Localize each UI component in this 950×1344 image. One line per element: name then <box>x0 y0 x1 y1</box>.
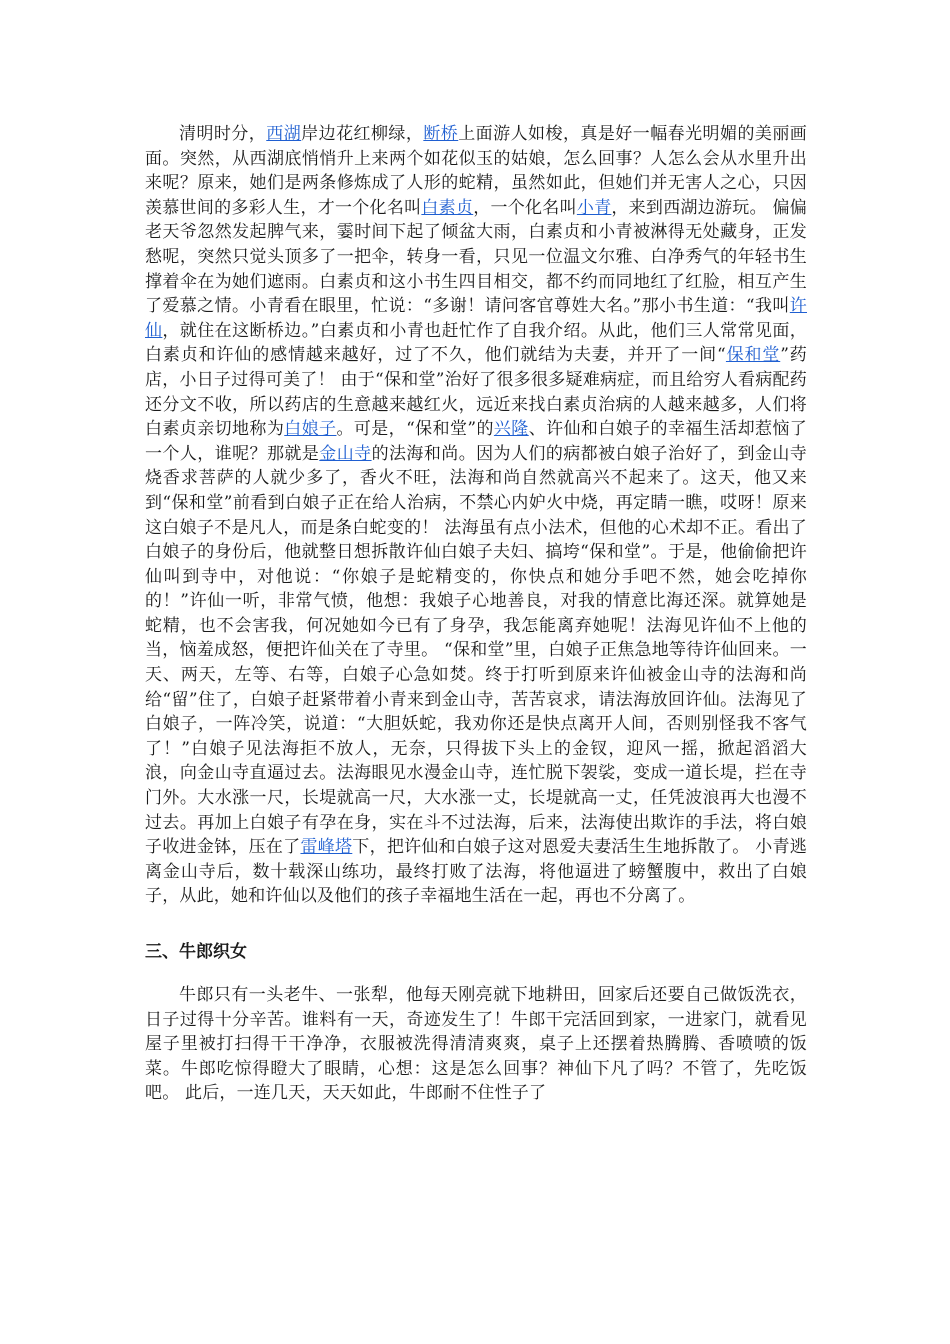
link-xiaoqing[interactable]: 小青 <box>576 197 612 218</box>
paragraph-text: ，一个化名叫 <box>473 197 577 218</box>
paragraph-text: 岸边花红柳绿， <box>301 124 424 144</box>
link-bainiangzi[interactable]: 白娘子 <box>284 419 337 440</box>
paragraph-text: 。可是，“保和堂”的 <box>336 419 494 440</box>
link-xihu[interactable]: 西湖 <box>266 124 302 144</box>
link-jinshansi[interactable]: 金山寺 <box>319 443 372 464</box>
link-xinglong[interactable]: 兴隆 <box>493 419 529 440</box>
paragraph-text: 清明时分， <box>179 124 267 144</box>
paragraph-text: ”药店，小日子过得可美了！ 由于“保和堂”治好了很多很多疑难病症，而且给穷人看病配药还分文不收，所以药店的生意越来越红火，远近来找白素贞治病的人越来越多，人们将白素贞亲切地称为 <box>145 345 808 440</box>
paragraph-text: 上面游人如梭，真是好一幅春光明媚的美丽画面。突然，从西湖底悄悄升上来两个如花似玉的姑娘，怎么回事？人怎么会从水里升出来呢？原来，她们是两条修炼成了人形的蛇精，虽然如此，但她们并无害人之心，只因羡慕世间的多彩人生，才一个化名叫 <box>145 124 808 218</box>
paragraph-text: 下，把许仙和白娘子这对恩爱夫妻活生生地拆散了。 小青逃离金山寺后，数十载深山练功，最终打败了法海，将他逼进了螃蟹腹中，救出了白娘子，从此，她和许仙以及他们的孩子幸福地生活在一起，再也不分离了。 <box>145 837 807 907</box>
link-baisuzhen[interactable]: 白素贞 <box>421 197 474 218</box>
section-heading: 三、牛郎织女 <box>145 942 247 962</box>
paragraph-text: ，就住在这断桥边。”白素贞和小青也赶忙作了自我介绍。从此，他们三人常常见面，白素贞和许仙的感情越来越好，过了不久，他们就结为夫妻，并开了一间“ <box>145 320 808 366</box>
paragraph-text: 的法海和尚。因为人们的病都被白娘子治好了，到金山寺烧香求菩萨的人就少多了，香火不旺，法海和尚自然就高兴不起来了。这天，他又来到“保和堂”前看到白娘子正在给人治病，不禁心内妒火中烧，再定睛一瞧，哎呀！原来这白娘子不是凡人，而是条白蛇变的！ 法海虽有点小法术，但他的心术却不正。看出了白娘子的身份后，他就整日想拆散许仙白娘子夫妇、搞垮“保和堂”。于是，他偷偷把许仙叫到寺中，对他说：“你娘子是蛇精变的，你快点和她分手吧不然，她会吃掉你的！”许仙一听，非常气愤，他想：我娘子心地善良，对我的情意比海还深。就算她是蛇精，也不会害我，何况她如今已有了身孕，我怎能离弃她呢！法海见许仙不上他的当，恼羞成怒，便把许仙关在了寺里。 “保和堂”里，白娘子正焦急地等待许仙回来。一天、两天，左等、右等，白娘子心急如焚。终于打听到原来许仙被金山寺的法海和尚给“留”住了，白娘子赶紧带着小青来到金山寺，苦苦哀求，请法海放回许仙。法海见了白娘子，一阵冷笑，说道：“大胆妖蛇，我劝你还是快点离开人间，否则别怪我不客气了！”白娘子见法海拒不放人，无奈，只得拔下头上的金钗，迎风一摇，掀起滔滔大浪，向金山寺直逼过去。法海眼见水漫金山寺，连忙脱下袈裟，变成一道长堤，拦在寺门外。大水涨一尺，长堤就高一尺，大水涨一丈，长堤就高一丈，任凭波浪再大也漫不过去。再加上白娘子有孕在身，实在斗不过法海，后来，法海使出欺诈的手法，将白娘子收进金钵，压在了 <box>145 443 808 858</box>
link-baohetang[interactable]: 保和堂 <box>725 345 781 366</box>
paragraph-text: ，来到西湖边游玩。 偏偏老天爷忽然发起脾气来，霎时间下起了倾盆大雨，白素贞和小青被淋得无处藏身，正发愁呢，突然只觉头顶多了一把伞，转身一看，只见一位温文尔雅、白净秀气的年轻书生撑着伞在为她们遮雨。白素贞和这小书生四目相交，都不约而同地红了红脸，相互产生了爱慕之情。小青看在眼里，忙说：“多谢！请问客官尊姓大名。”那小书生道：“我叫 <box>145 197 807 317</box>
link-leifengta[interactable]: 雷峰塔 <box>300 837 353 858</box>
story-paragraph-white-snake <box>145 122 807 909</box>
link-xuxian[interactable]: 许仙 <box>145 296 807 341</box>
paragraph-text: 、许仙和白娘子的幸福生活却惹恼了一个人，谁呢？那就是 <box>145 419 807 464</box>
document-page <box>145 122 807 1106</box>
story-paragraph-cowherd: 牛郎只有一头老牛、一张犁，他每天刚亮就下地耕田，回家后还要自己做饭洗衣，日子过得十分辛苦。谁料有一天，奇迹发生了！牛郎干完活回到家，一进家门，就看见屋子里被打扫得干干净净，衣服被洗得清清爽爽，桌子上还摆着热腾腾、香喷喷的饭菜。牛郎吃惊得瞪大了眼睛，心想：这是怎么回事？神仙下凡了吗？不管了，先吃饭吧。 此后，一连几天，天天如此，牛郎耐不住性子了 <box>145 985 807 1104</box>
link-duanqiao[interactable]: 断桥 <box>423 124 459 144</box>
